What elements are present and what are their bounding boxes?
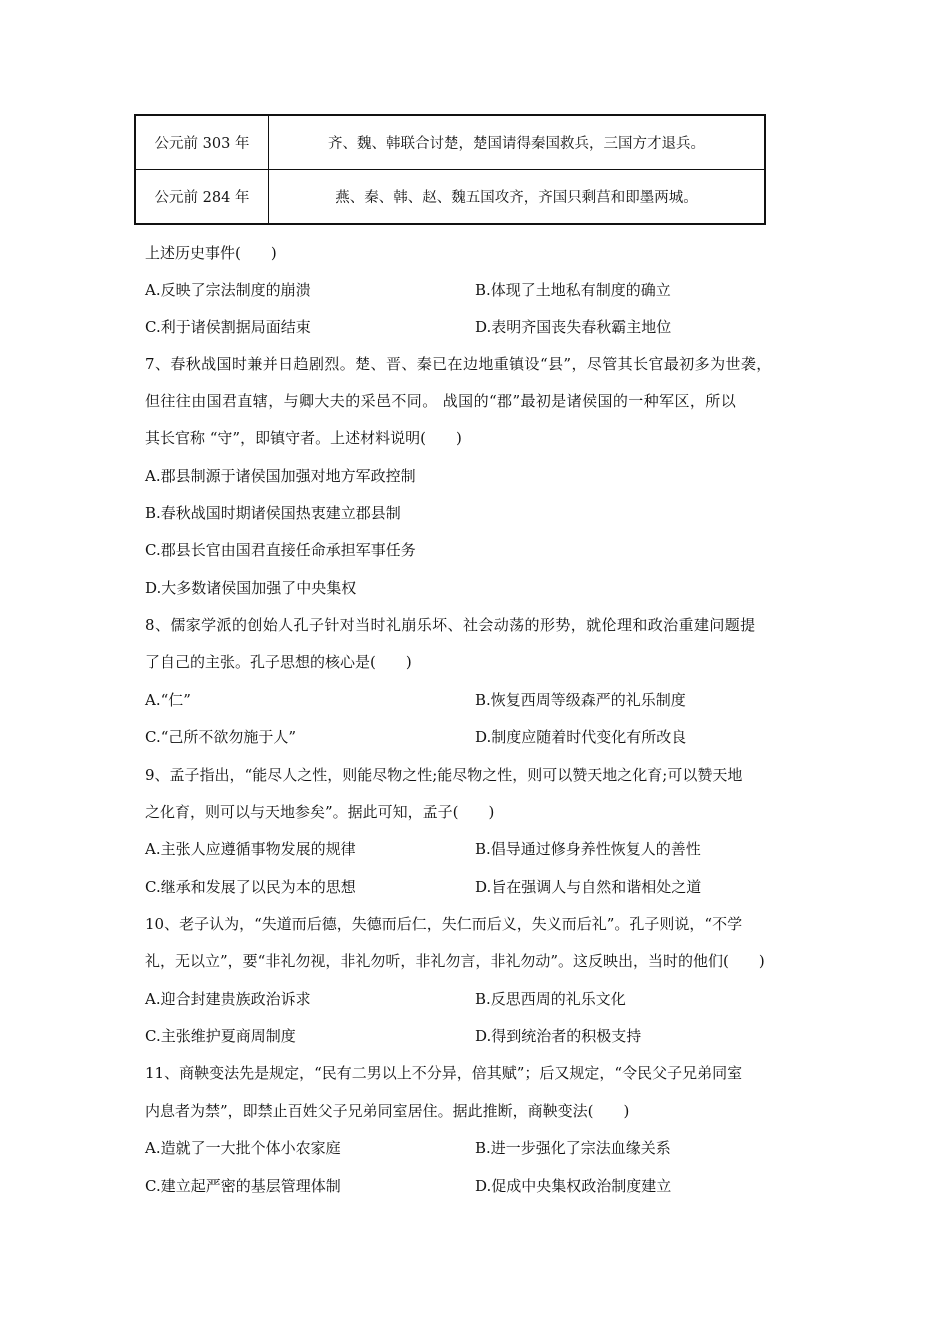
question-stem: 之化育，则可以与天地参矣”。据此可知，孟子( ) bbox=[145, 803, 495, 821]
option-c: C.郡县长官由国君直接任命承担军事任务 bbox=[145, 541, 416, 559]
option-c: C.“己所不欲勿施于人” bbox=[145, 728, 297, 746]
option-b: B.春秋战国时期诸侯国热衷建立郡县制 bbox=[145, 504, 401, 522]
question-stem: 9、孟子指出，“能尽人之性，则能尽物之性;能尽物之性，则可以赞天地之化育;可以赞天地 bbox=[145, 766, 743, 784]
option-d: D.促成中央集权政治制度建立 bbox=[475, 1177, 672, 1195]
table-row bbox=[135, 115, 765, 170]
option-b: B.体现了土地私有制度的确立 bbox=[475, 281, 671, 299]
option-b: B.反思西周的礼乐文化 bbox=[475, 990, 626, 1008]
option-c: C.主张维护夏商周制度 bbox=[145, 1027, 296, 1045]
option-d: D.表明齐国丧失春秋霸主地位 bbox=[475, 318, 672, 336]
question-stem: 11、商鞅变法先是规定，“民有二男以上不分异，倍其赋”；后又规定，“令民父子兄弟同室 bbox=[145, 1064, 743, 1082]
option-b: B.进一步强化了宗法血缘关系 bbox=[475, 1139, 671, 1157]
table-cell-year: 公元前 303 年 bbox=[135, 115, 269, 170]
option-c: C.建立起严密的基层管理体制 bbox=[145, 1177, 341, 1195]
question-stem: 但往往由国君直辖，与卿大夫的采邑不同。 战国的“郡”最初是诸侯国的一种军区，所以 bbox=[145, 392, 737, 410]
option-a: A.造就了一大批个体小农家庭 bbox=[145, 1139, 341, 1157]
option-c: C.继承和发展了以民为本的思想 bbox=[145, 878, 356, 896]
history-events-table bbox=[134, 114, 766, 225]
option-d: D.大多数诸侯国加强了中央集权 bbox=[145, 579, 357, 597]
option-a: A.主张人应遵循事物发展的规律 bbox=[145, 840, 356, 858]
option-c: C.利于诸侯割据局面结束 bbox=[145, 318, 311, 336]
option-a: A.“仁” bbox=[145, 691, 191, 709]
question-stem: 其长官称 “守”，即镇守者。上述材料说明( ) bbox=[145, 429, 462, 447]
option-a: A.郡县制源于诸侯国加强对地方军政控制 bbox=[145, 467, 416, 485]
table-cell-event: 燕、秦、韩、赵、魏五国攻齐，齐国只剩莒和即墨两城。 bbox=[269, 170, 766, 225]
question-stem: 内息者为禁”，即禁止百姓父子兄弟同室居住。据此推断，商鞅变法( ) bbox=[145, 1102, 630, 1120]
question-stem: 7、春秋战国时兼并日趋剧烈。楚、晋、秦已在边地重镇设“县”，尽管其长官最初多为世袭， bbox=[145, 355, 772, 373]
option-a: A.反映了宗法制度的崩溃 bbox=[145, 281, 311, 299]
option-b: B.倡导通过修身养性恢复人的善性 bbox=[475, 840, 701, 858]
option-d: D.制度应随着时代变化有所改良 bbox=[475, 728, 687, 746]
table-cell-event: 齐、魏、韩联合讨楚，楚国请得秦国救兵，三国方才退兵。 bbox=[269, 115, 766, 170]
option-b: B.恢复西周等级森严的礼乐制度 bbox=[475, 691, 686, 709]
question-stem: 8、儒家学派的创始人孔子针对当时礼崩乐坏、社会动荡的形势，就伦理和政治重建问题提 bbox=[145, 616, 756, 634]
option-a: A.迎合封建贵族政治诉求 bbox=[145, 990, 311, 1008]
option-d: D.得到统治者的积极支持 bbox=[475, 1027, 642, 1045]
question-stem: 10、老子认为，“失道而后德，失德而后仁，失仁而后义，失义而后礼”。孔子则说，“不学 bbox=[145, 915, 743, 933]
question-stem: 了自己的主张。孔子思想的核心是( ) bbox=[145, 653, 412, 671]
table-row bbox=[135, 170, 765, 225]
table-cell-year: 公元前 284 年 bbox=[135, 170, 269, 225]
option-d: D.旨在强调人与自然和谐相处之道 bbox=[475, 878, 702, 896]
question-stem: 礼，无以立”，要“非礼勿视，非礼勿听，非礼勿言，非礼勿动”。这反映出，当时的他们( ) bbox=[145, 952, 765, 970]
question-stem: 上述历史事件( ) bbox=[145, 244, 277, 262]
